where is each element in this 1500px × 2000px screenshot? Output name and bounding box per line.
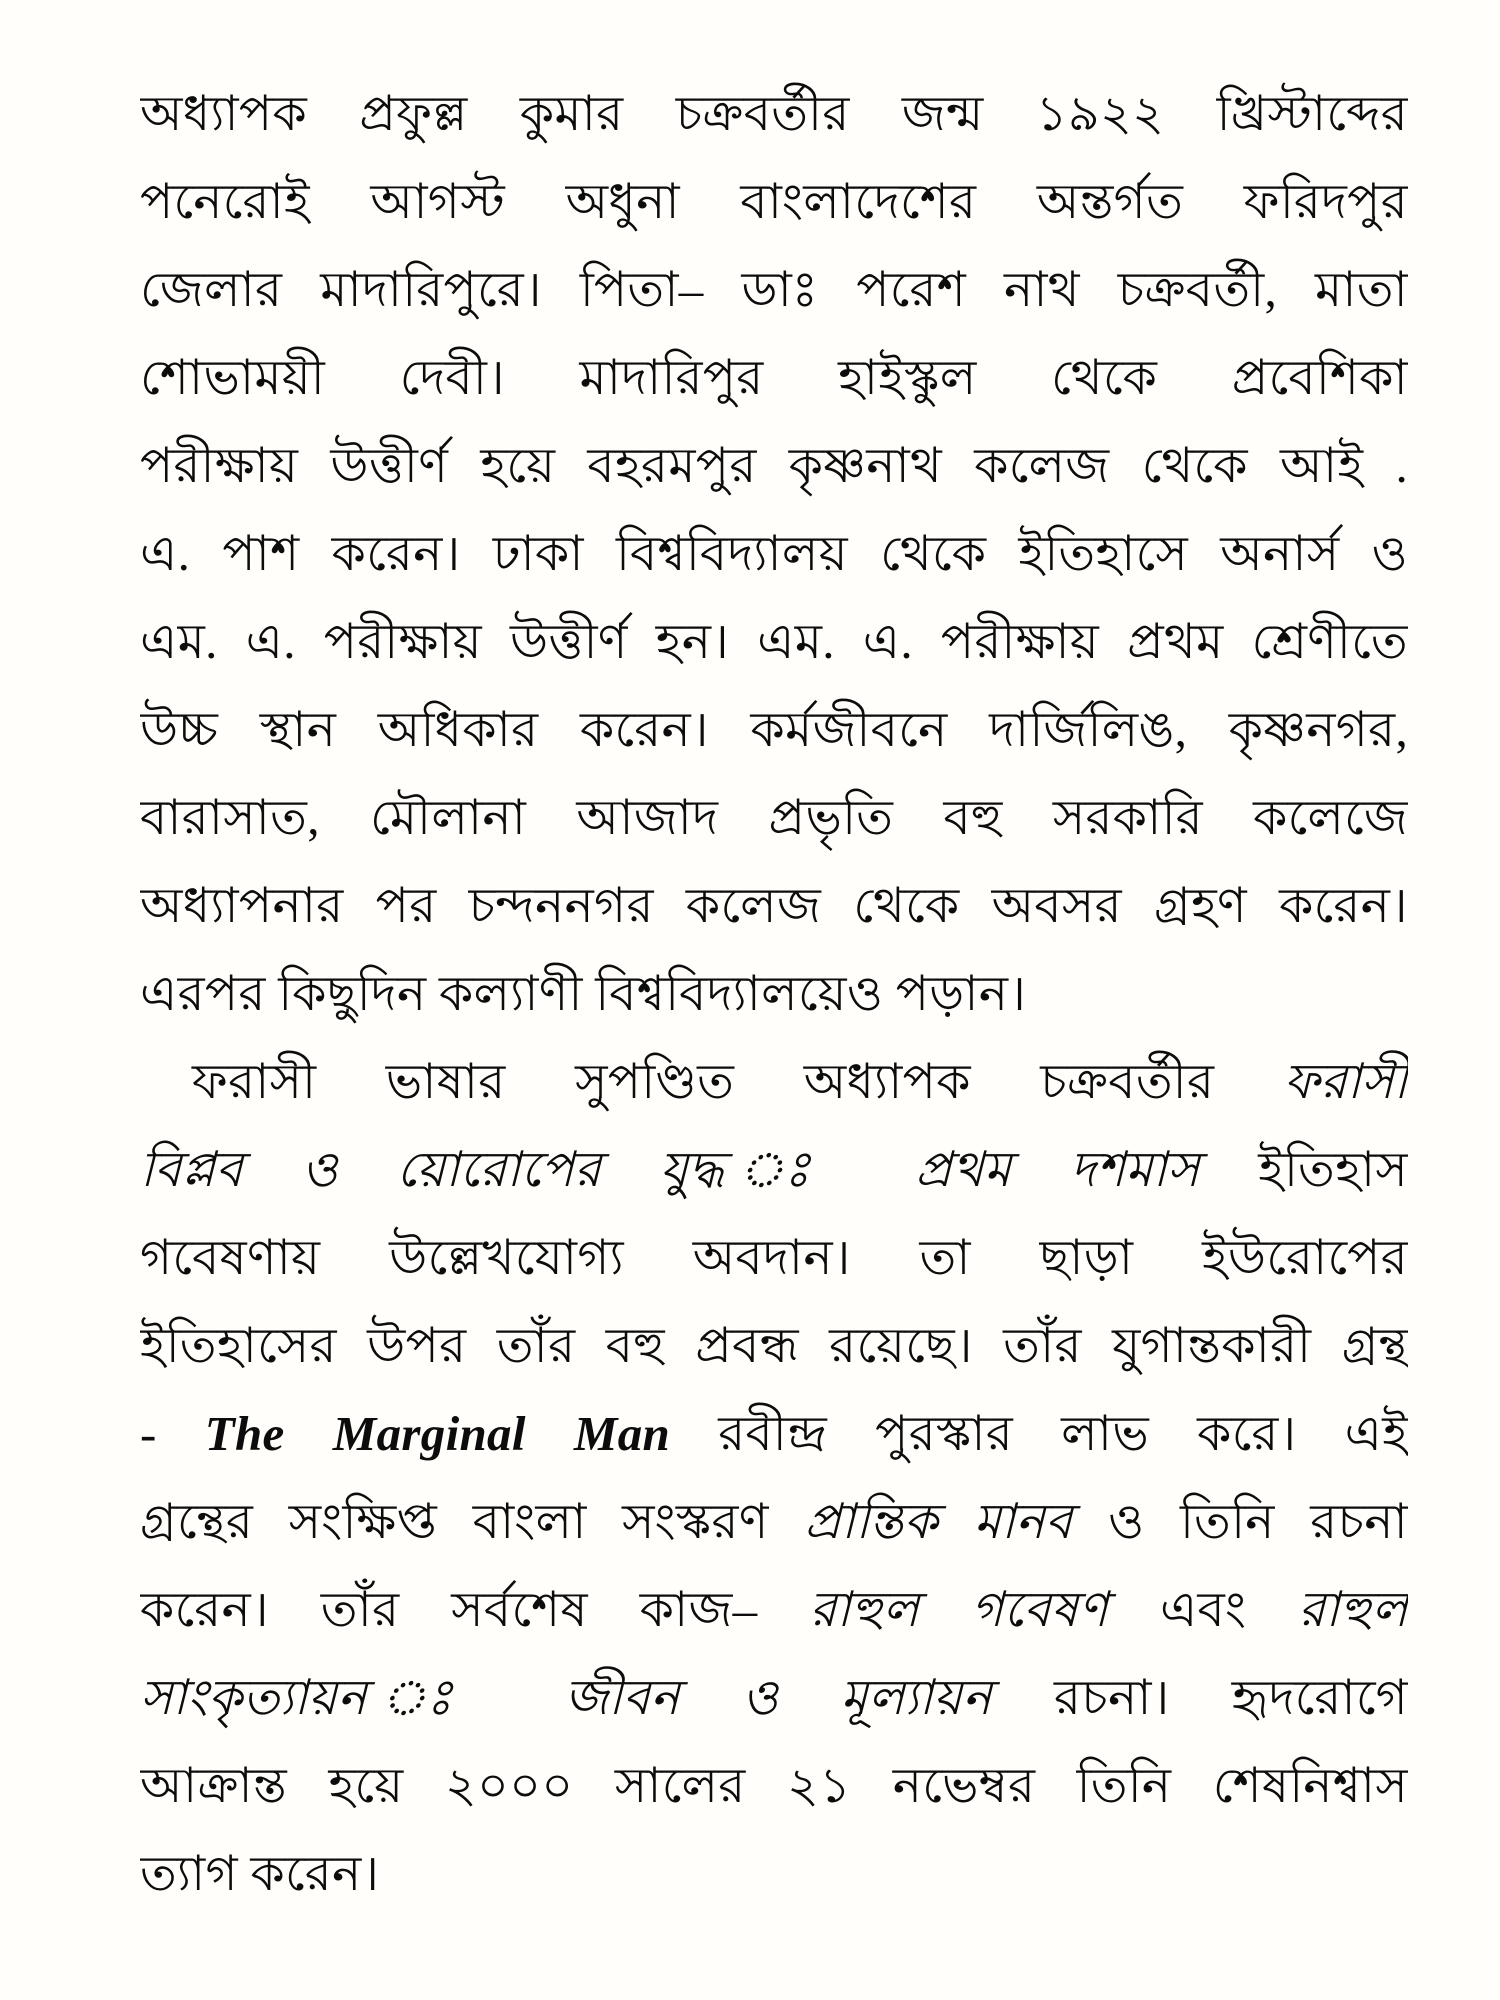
text-run: ত্যাগ করেন। <box>140 1846 380 1901</box>
text-line <box>140 774 1408 862</box>
text-line <box>140 334 1408 422</box>
text-line <box>140 1742 1408 1830</box>
text-line <box>140 862 1408 950</box>
text-line <box>140 1214 1408 1302</box>
text-run: পনেরোই আগস্ট অধুনা বাংলাদেশের অন্তর্গত ফরিদপুর <box>140 174 1408 229</box>
text-line <box>140 1038 1408 1126</box>
text-run: বারাসাত, মৌলানা আজাদ প্রভৃতি বহু সরকারি কলেজে <box>140 790 1408 845</box>
text-run: করেন। তাঁর সর্বশেষ কাজ– <box>140 1582 810 1637</box>
text-run: ও তিনি রচনা <box>1072 1494 1408 1549</box>
text-line <box>140 1830 1408 1918</box>
text-line <box>140 158 1408 246</box>
text-run: ইতিহাসের উপর তাঁর বহু প্রবন্ধ রয়েছে। তাঁর যুগান্তকারী গ্রন্থ <box>140 1318 1408 1373</box>
text-run: এ. পাশ করেন। ঢাকা বিশ্ববিদ্যালয় থেকে ইতিহাসে অনার্স ও <box>140 526 1408 581</box>
text-run: রাহুল <box>1298 1582 1408 1637</box>
text-run: জেলার মাদারিপুরে। পিতা– ডাঃ পরেশ নাথ চক্রবর্তী, মাতা <box>140 262 1408 317</box>
text-run: সাংকৃত্যায়ন ঃ জীবন ও মূল্যায়ন <box>140 1670 992 1725</box>
text-run: রচনা। হৃদরোগে <box>991 1670 1408 1725</box>
text-line <box>140 1478 1408 1566</box>
text-run: অধ্যাপনার পর চন্দননগর কলেজ থেকে অবসর গ্রহণ করেন। <box>140 878 1408 933</box>
text-run: - <box>140 1406 205 1461</box>
text-line <box>140 686 1408 774</box>
text-line <box>140 1390 1408 1478</box>
text-run: গবেষণায় উল্লেখযোগ্য অবদান। তা ছাড়া ইউরোপের <box>140 1230 1408 1285</box>
text-run: গ্রন্থের সংক্ষিপ্ত বাংলা সংস্করণ <box>140 1494 805 1549</box>
text-line <box>140 510 1408 598</box>
text-run: রাহুল গবেষণ <box>809 1582 1109 1637</box>
text-run: রবীন্দ্র পুরস্কার লাভ করে। এই <box>670 1406 1408 1461</box>
text-run: বিপ্লব ও য়োরোপের যুদ্ধ ঃ প্রথম দশমাস <box>140 1142 1200 1197</box>
biography-text <box>140 70 1408 1918</box>
text-run: অধ্যাপক প্রফুল্ল কুমার চক্রবর্তীর জন্ম ১৯২২ খ্রিস্টাব্দের <box>140 86 1408 141</box>
text-line <box>140 1566 1408 1654</box>
text-run: এরপর কিছুদিন কল্যাণী বিশ্ববিদ্যালয়েও পড়ান। <box>140 966 1027 1021</box>
text-run: The Marginal Man <box>204 1406 671 1461</box>
text-run: উচ্চ স্থান অধিকার করেন। কর্মজীবনে দার্জিলিঙ, কৃষ্ণনগর, <box>140 702 1408 757</box>
text-line <box>140 950 1408 1038</box>
text-run: এবং <box>1108 1582 1299 1637</box>
text-line <box>140 70 1408 158</box>
text-line <box>140 422 1408 510</box>
text-line <box>140 598 1408 686</box>
text-line <box>140 246 1408 334</box>
paragraph <box>140 1038 1408 1918</box>
text-run: ফরাসী <box>1283 1054 1408 1109</box>
text-line <box>140 1126 1408 1214</box>
paragraph <box>140 70 1408 1038</box>
text-run: এম. এ. পরীক্ষায় উত্তীর্ণ হন। এম. এ. পরীক্ষায় প্রথম শ্রেণীতে <box>140 614 1408 669</box>
text-run: ফরাসী ভাষার সুপণ্ডিত অধ্যাপক চক্রবর্তীর <box>192 1054 1284 1109</box>
text-run: ইতিহাস <box>1199 1142 1408 1197</box>
text-run: প্রান্তিক মানব <box>804 1494 1073 1549</box>
text-run: পরীক্ষায় উত্তীর্ণ হয়ে বহরমপুর কৃষ্ণনাথ কলেজ থেকে আই . <box>140 438 1408 493</box>
text-line <box>140 1654 1408 1742</box>
text-run: আক্রান্ত হয়ে ২০০০ সালের ২১ নভেম্বর তিনি শেষনিশ্বাস <box>140 1758 1408 1813</box>
text-line <box>140 1302 1408 1390</box>
text-run: শোভাময়ী দেবী। মাদারিপুর হাইস্কুল থেকে প্রবেশিকা <box>140 350 1408 405</box>
